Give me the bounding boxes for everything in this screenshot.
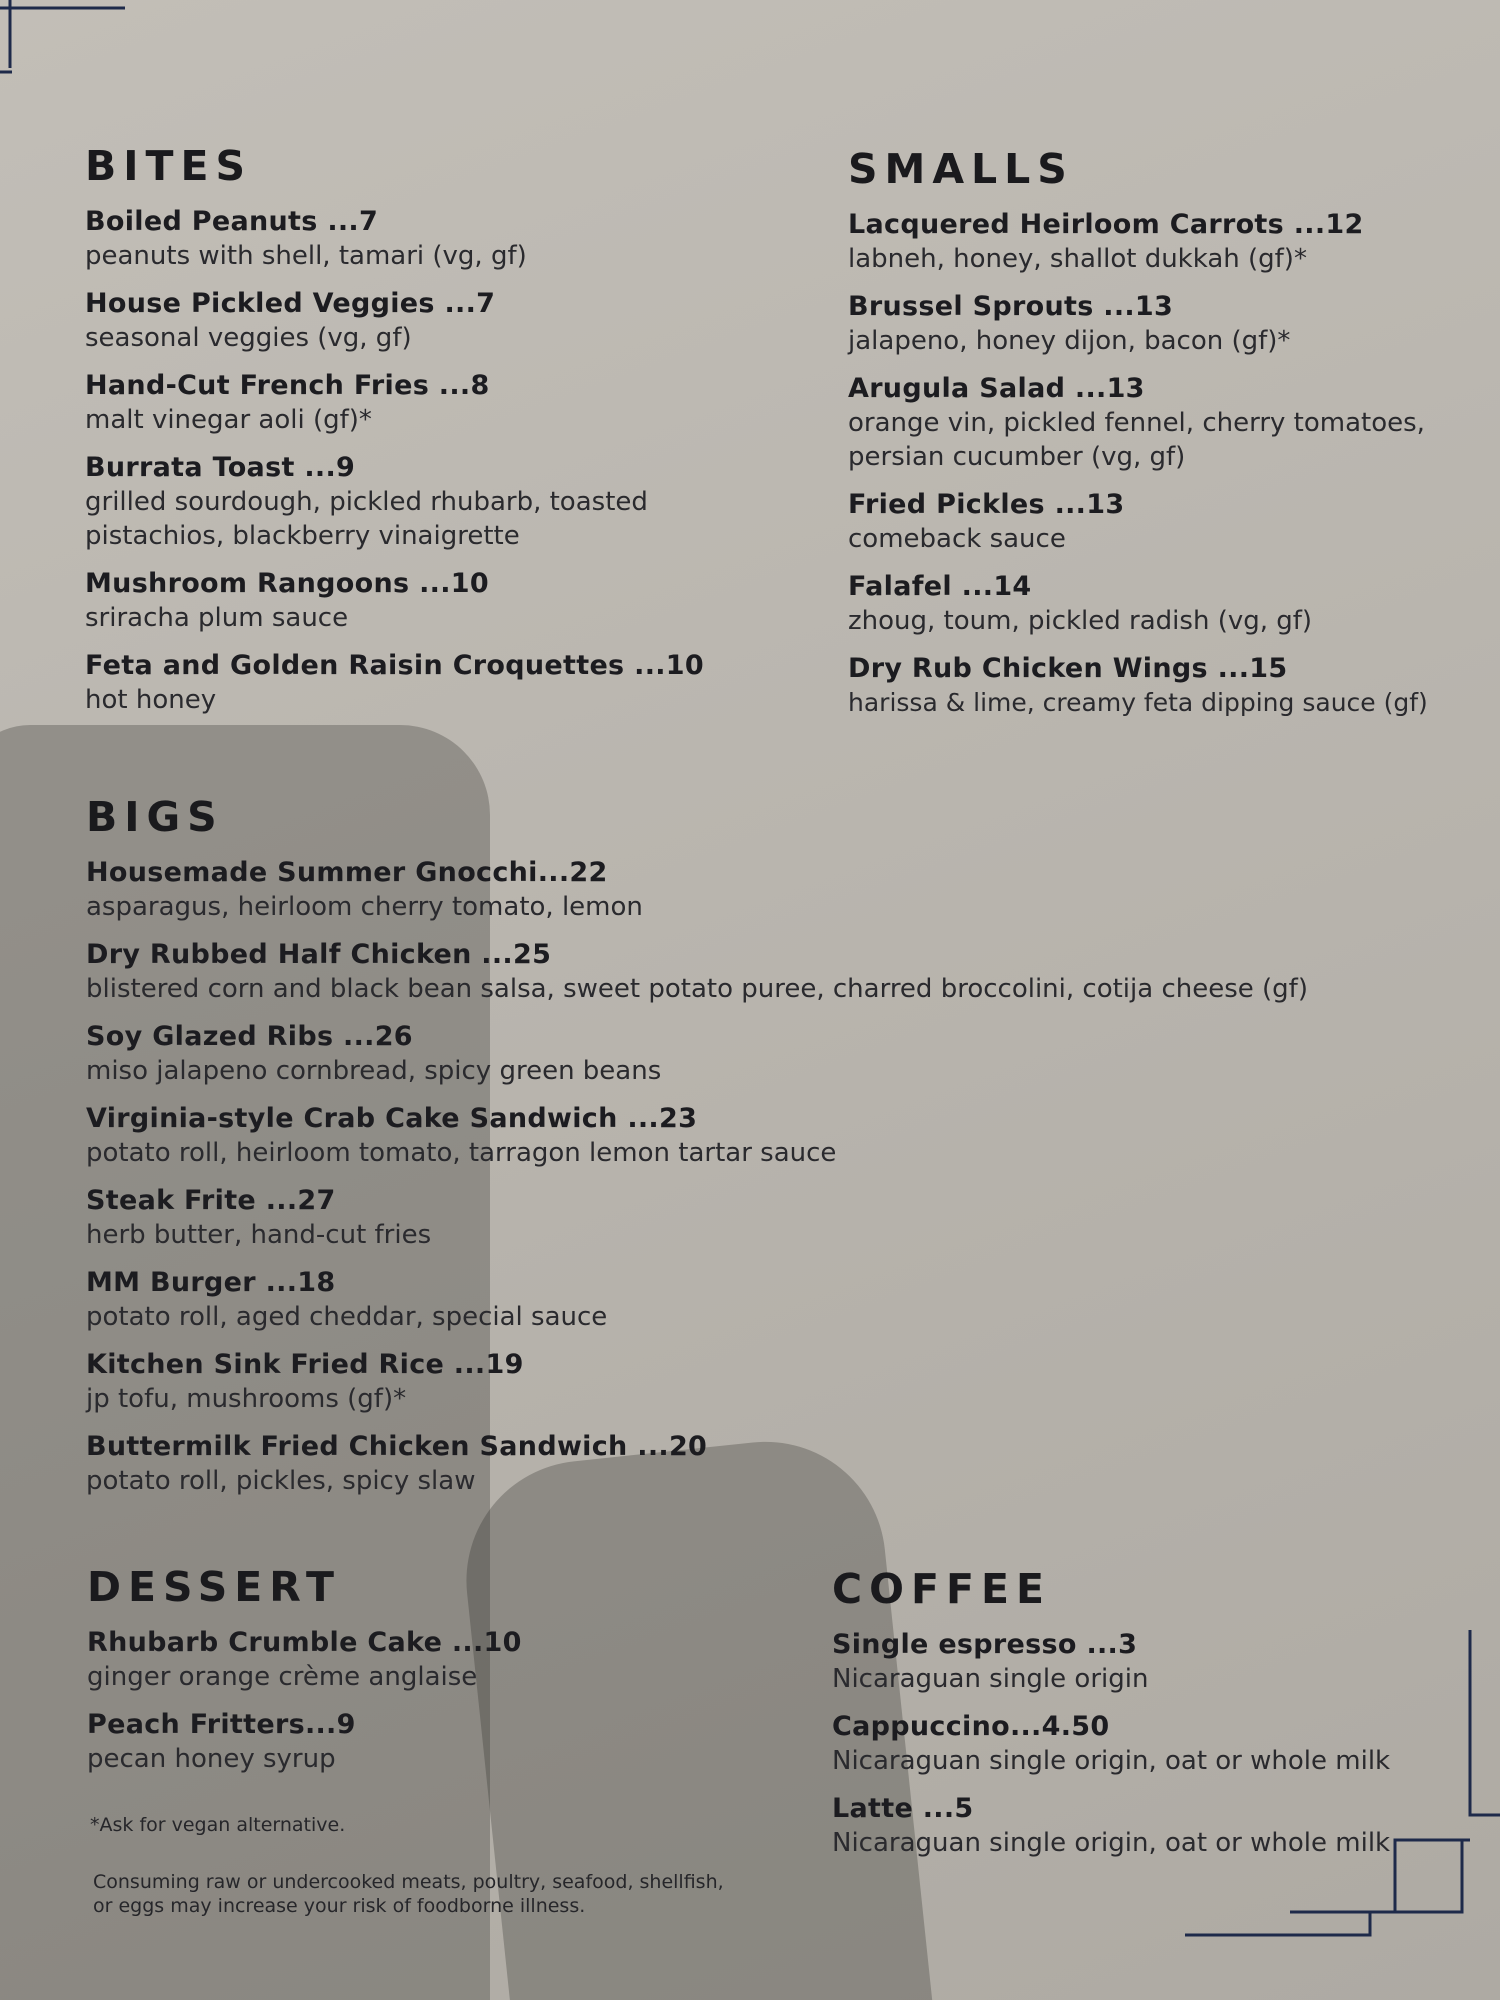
item-name: Soy Glazed Ribs ...26 bbox=[86, 1021, 413, 1052]
item-name: Latte ...5 bbox=[832, 1793, 974, 1824]
smalls-section bbox=[848, 145, 1468, 734]
section-heading: COFFEE bbox=[832, 1565, 1051, 1613]
menu-item bbox=[848, 208, 1468, 276]
item-name: MM Burger ...18 bbox=[86, 1267, 336, 1298]
menu-item bbox=[832, 1792, 1432, 1860]
item-name: Feta and Golden Raisin Croquettes ...10 bbox=[85, 650, 704, 681]
item-name: Buttermilk Fried Chicken Sandwich ...20 bbox=[86, 1431, 708, 1462]
item-description: Nicaraguan single origin, oat or whole milk bbox=[832, 1828, 1391, 1858]
menu-item bbox=[85, 369, 745, 437]
menu-item bbox=[85, 567, 745, 635]
item-description: Nicaraguan single origin bbox=[832, 1664, 1149, 1694]
item-name: Virginia-style Crab Cake Sandwich ...23 bbox=[86, 1103, 698, 1134]
menu-item bbox=[86, 1266, 1446, 1334]
item-description: grilled sourdough, pickled rhubarb, toasted pistachios, blackberry vinaigrette bbox=[85, 487, 648, 551]
menu-item bbox=[86, 938, 1446, 1006]
menu-item bbox=[848, 290, 1468, 358]
menu-item bbox=[86, 1102, 1446, 1170]
item-description: blistered corn and black bean salsa, sweet potato puree, charred broccolini, cotija cheese (gf) bbox=[86, 974, 1308, 1004]
menu-item bbox=[85, 649, 745, 717]
item-name: Steak Frite ...27 bbox=[86, 1185, 336, 1216]
menu-item bbox=[85, 451, 745, 553]
menu-item bbox=[848, 652, 1468, 720]
item-name: Peach Fritters...9 bbox=[87, 1709, 356, 1740]
corner-decoration-top-left bbox=[0, 0, 140, 90]
item-name: Falafel ...14 bbox=[848, 571, 1032, 602]
menu-item bbox=[832, 1710, 1432, 1778]
item-description: orange vin, pickled fennel, cherry tomatoes, persian cucumber (vg, gf) bbox=[848, 408, 1425, 472]
item-name: Cappuccino...4.50 bbox=[832, 1711, 1110, 1742]
item-name: Hand-Cut French Fries ...8 bbox=[85, 370, 490, 401]
menu-item bbox=[85, 205, 745, 273]
item-name: Rhubarb Crumble Cake ...10 bbox=[87, 1627, 522, 1658]
item-description: herb butter, hand-cut fries bbox=[86, 1220, 432, 1250]
item-description: comeback sauce bbox=[848, 524, 1066, 554]
item-description: Nicaraguan single origin, oat or whole milk bbox=[832, 1746, 1391, 1776]
item-description: hot honey bbox=[85, 685, 217, 715]
menu-item bbox=[85, 287, 745, 355]
health-warning-line: Consuming raw or undercooked meats, poultry, seafood, shellfish, bbox=[93, 1871, 724, 1893]
coffee-section bbox=[832, 1565, 1432, 1874]
item-name: Housemade Summer Gnocchi...22 bbox=[86, 857, 608, 888]
menu-item bbox=[848, 372, 1468, 474]
item-description: seasonal veggies (vg, gf) bbox=[85, 323, 412, 353]
item-name: Dry Rubbed Half Chicken ...25 bbox=[86, 939, 552, 970]
menu-item bbox=[848, 570, 1468, 638]
menu-item bbox=[86, 1348, 1446, 1416]
menu-item bbox=[86, 1020, 1446, 1088]
section-heading: SMALLS bbox=[848, 145, 1074, 193]
item-description: labneh, honey, shallot dukkah (gf)* bbox=[848, 244, 1307, 274]
item-description: jalapeno, honey dijon, bacon (gf)* bbox=[848, 326, 1291, 356]
item-description: potato roll, heirloom tomato, tarragon lemon tartar sauce bbox=[86, 1138, 837, 1168]
health-warning bbox=[93, 1870, 724, 1918]
section-heading: BITES bbox=[85, 142, 253, 190]
menu-item bbox=[848, 488, 1468, 556]
item-name: Kitchen Sink Fried Rice ...19 bbox=[86, 1349, 524, 1380]
item-description: jp tofu, mushrooms (gf)* bbox=[86, 1384, 407, 1414]
item-name: Fried Pickles ...13 bbox=[848, 489, 1125, 520]
menu-item bbox=[86, 856, 1446, 924]
bigs-section bbox=[86, 793, 1446, 1512]
vegan-note: *Ask for vegan alternative. bbox=[90, 1814, 346, 1836]
section-heading: DESSERT bbox=[87, 1563, 341, 1611]
item-description: miso jalapeno cornbread, spicy green beans bbox=[86, 1056, 662, 1086]
menu-item bbox=[832, 1628, 1432, 1696]
section-heading: BIGS bbox=[86, 793, 224, 841]
item-description: peanuts with shell, tamari (vg, gf) bbox=[85, 241, 527, 271]
menu-item bbox=[87, 1626, 727, 1694]
item-description: potato roll, pickles, spicy slaw bbox=[86, 1466, 476, 1496]
item-description: zhoug, toum, pickled radish (vg, gf) bbox=[848, 606, 1313, 636]
item-name: Brussel Sprouts ...13 bbox=[848, 291, 1174, 322]
item-name: Burrata Toast ...9 bbox=[85, 452, 356, 483]
item-name: House Pickled Veggies ...7 bbox=[85, 288, 496, 319]
item-description: sriracha plum sauce bbox=[85, 603, 349, 633]
item-name: Lacquered Heirloom Carrots ...12 bbox=[848, 209, 1364, 240]
menu-item bbox=[86, 1430, 1446, 1498]
item-description: pecan honey syrup bbox=[87, 1744, 336, 1774]
item-description: malt vinegar aoli (gf)* bbox=[85, 405, 372, 435]
item-name: Boiled Peanuts ...7 bbox=[85, 206, 379, 237]
health-warning-line: or eggs may increase your risk of foodborne illness. bbox=[93, 1895, 586, 1917]
item-description: harissa & lime, creamy feta dipping sauce (gf) bbox=[848, 688, 1428, 717]
menu-item bbox=[87, 1708, 727, 1776]
item-description: potato roll, aged cheddar, special sauce bbox=[86, 1302, 608, 1332]
item-name: Mushroom Rangoons ...10 bbox=[85, 568, 489, 599]
item-description: asparagus, heirloom cherry tomato, lemon bbox=[86, 892, 643, 922]
bites-section bbox=[85, 142, 745, 731]
item-name: Arugula Salad ...13 bbox=[848, 373, 1145, 404]
dessert-section bbox=[87, 1563, 727, 1790]
item-name: Single espresso ...3 bbox=[832, 1629, 1138, 1660]
menu-item bbox=[86, 1184, 1446, 1252]
item-description: ginger orange crème anglaise bbox=[87, 1662, 478, 1692]
item-name: Dry Rub Chicken Wings ...15 bbox=[848, 653, 1288, 684]
